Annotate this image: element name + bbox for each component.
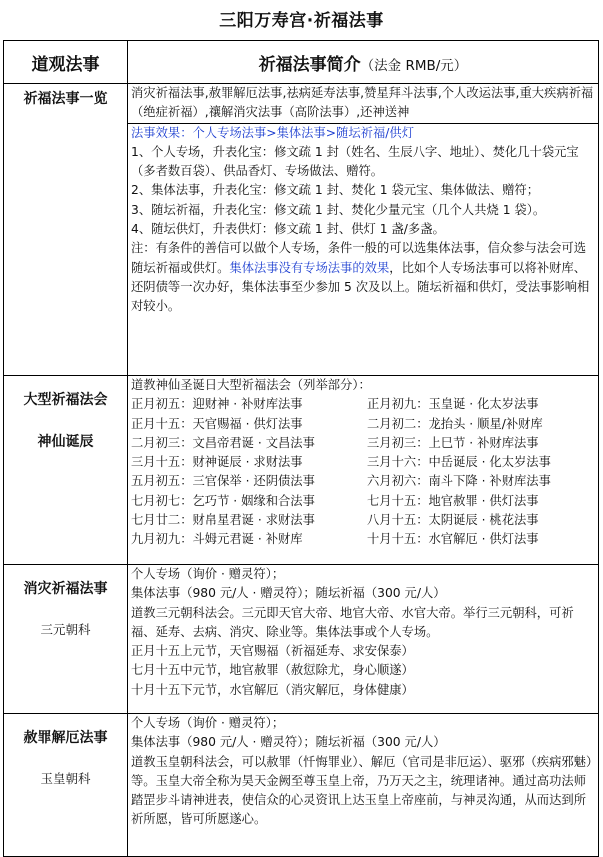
list-item: 三月十五：财神诞辰 · 求财法事: [131, 455, 303, 470]
note-text-highlight: 集体法事没有专场法事的效果: [229, 260, 390, 275]
description: 道教三元朝科法会。三元即天官大帝、地官大帝、水官大帝。举行三元朝科，可祈福、延寿、去病、消灾、除业等。集体法事或个人专场。: [131, 605, 574, 639]
list-item: 2、集体法事，升表化宝：修文疏 1 封、焚化 1 袋元宝、集体做法、赠符；: [131, 183, 540, 198]
list-item: 七月十五：地官赦罪 · 供灯法事: [367, 493, 539, 508]
list-item: 七月初七：乞巧节 · 姻缘和合法事: [131, 493, 315, 508]
festivals-content: [128, 376, 599, 565]
table-row-overview: [4, 84, 599, 376]
price-line: 集体法事（980 元/人 · 赠灵符）；随坛祈福（300 元/人）: [131, 735, 446, 750]
list-item: 三月十六：中岳诞辰 · 化太岁法事: [367, 455, 551, 470]
list-item: 五月初五：三官保举 · 还阴债法事: [131, 474, 315, 489]
list-item: 4、随坛供灯，升表供灯：修文疏 1 封、供灯 1 盏/多盏。: [131, 222, 445, 237]
list-item: 三月初三：上巳节 · 补财库法事: [367, 435, 539, 450]
row-label-cell: [4, 376, 128, 565]
document-title: 三阳万寿宫·祈福法事: [219, 11, 384, 31]
note-paragraph: [131, 239, 594, 316]
row-label-sanyuan: 消灾祈福法事: [23, 581, 108, 597]
festivals-intro: 道教神仙圣诞日大型祈福法会（列举部分）：: [131, 378, 371, 392]
table-row-festivals: [4, 376, 599, 565]
list-item: 十月十五下元节，水官解厄（消灾解厄，身体健康）: [131, 682, 414, 697]
sanyuan-content: [128, 565, 599, 714]
row-label-festivals: 大型祈福法会: [23, 392, 108, 408]
list-item: 正月十五：天官赐福 · 供灯法事: [131, 416, 303, 431]
list-item: 七月十五中元节，地官赦罪（赦愆除尤，身心顺遂）: [131, 663, 414, 678]
row-sublabel-yuhuang: 玉皇朝科: [40, 771, 91, 786]
list-item: 1、个人专场，升表化宝：修文疏 1 封（姓名、生辰八字、地址）、焚化几十袋元宝（多者数百袋）、供品香灯、专场做法、赠符。: [131, 144, 579, 179]
table-row-sanyuan: [4, 565, 599, 714]
table-row-yuhuang: [4, 714, 599, 857]
list-item: 正月初五：迎财神 · 补财库法事: [131, 397, 303, 412]
ritual-list-text: 消灾祈福法事,赦罪解厄法事,祛病延寿法事,赞星拜斗法事,个人改运法事,重大疾病祈福（绝症祈福）,禳解消灾法事（高阶法事）,还神送神: [131, 86, 594, 120]
row-label-yuhuang: 赦罪解厄法事: [23, 730, 108, 746]
list-item: 正月初九：玉皇诞 · 化太岁法事: [367, 397, 539, 412]
list-item: 八月十五：太阴诞辰 · 桃花法事: [367, 513, 539, 528]
row-label-cell: [4, 565, 128, 714]
price-line: 个人专场（询价 · 赠灵符）；: [131, 716, 285, 730]
header-col2: [128, 41, 599, 84]
row-label-birthdays: 神仙诞辰: [37, 434, 94, 450]
header-col1: 道观法事: [4, 41, 128, 84]
list-item: 十月十五：水官解厄 · 供灯法事: [367, 532, 539, 547]
effect-title: 法事效果：个人专场法事>集体法事>随坛祈福/供灯: [131, 125, 414, 140]
ritual-table: [3, 40, 599, 857]
list-item: 二月初三：文昌帝君诞 · 文昌法事: [131, 435, 315, 450]
note-text-a: 注：有条件的善信可以做个人专场，条件一般的可以选集体法事，信众参与法会可选随坛祈福或供灯。: [131, 241, 586, 275]
list-item: 六月初六：南斗下降 · 补财库法事: [367, 474, 551, 489]
row-label-overview: 祈福法事一览: [23, 91, 108, 107]
overview-content: [128, 84, 599, 376]
row-label-cell: [4, 714, 128, 857]
list-item: 3、随坛祈福，升表化宝：修文疏 1 封、焚化少量元宝（几个人共烧 1 袋）。: [131, 202, 546, 217]
description: 道教玉皇朝科法会，可以赦罪（忏悔罪业）、解厄（官司是非厄运）、驱邪（疾病邪魅）等。玉皇大帝全称为昊天金阙至尊玉皇上帝，乃万天之主，统理诸神。通过高功法师踏罡步斗请神进表，使信众的心灵资讯上达玉皇上帝座前，与神灵沟通，从而达到所祈所愿，皆可所愿遂心。: [131, 754, 593, 827]
header-col2-unit: （法金 RMB/元）: [360, 57, 468, 74]
header-col2-main: 祈福法事简介: [258, 54, 361, 75]
note-text-b: ，比如个人专场法事可以将补财库、还阴债等一次办好，集体法事至少参加 5 次及以上。随坛祈福和供灯，受法事影响相对较小。: [131, 260, 590, 314]
price-line: 集体法事（980 元/人 · 赠灵符）；随坛祈福（300 元/人）: [131, 586, 446, 601]
overview-details: [128, 123, 598, 317]
row-label-cell: [4, 84, 128, 376]
festival-list: [131, 395, 594, 549]
list-item: 七月廿二：财帛星君诞 · 求财法事: [131, 513, 315, 528]
list-item: 九月初九：斗姆元君诞 · 补财库: [131, 532, 303, 547]
table-header-row: [4, 41, 599, 84]
list-item: 二月初二：龙抬头 · 顺星/补财库: [367, 416, 543, 431]
yuhuang-content: [128, 714, 599, 857]
list-item: 正月十五上元节，天官赐福（祈福延寿、求安保泰）: [131, 644, 414, 659]
row-sublabel-sanyuan: 三元朝科: [40, 622, 91, 637]
price-line: 个人专场（询价 · 赠灵符）；: [131, 567, 285, 581]
